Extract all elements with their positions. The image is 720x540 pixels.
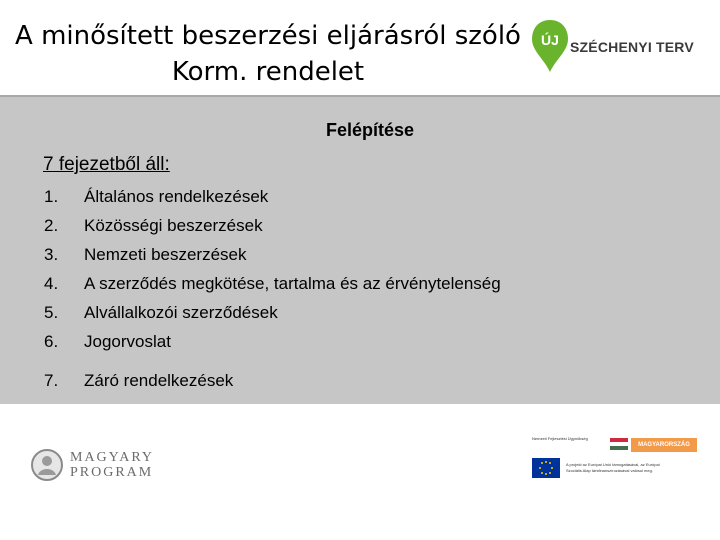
chapter-title: Általános rendelkezések xyxy=(84,187,269,206)
eu-flag-icon xyxy=(532,458,560,478)
slide-title-line2: Korm. rendelet xyxy=(171,57,365,87)
magyary-program-logo xyxy=(30,446,160,486)
chapter-number: 4. xyxy=(44,274,59,293)
eu-funding-logos xyxy=(532,432,702,480)
content-panel xyxy=(0,95,720,404)
slide-title xyxy=(8,18,528,90)
chapter-number: 3. xyxy=(44,245,59,264)
chapters-intro: 7 fejezetből áll: xyxy=(43,154,170,175)
chapter-number: 1. xyxy=(44,187,59,206)
magyarorszag-megujul-banner: MAGYARORSZÁG MEGÚJUL xyxy=(631,438,697,452)
chapter-title: Nemzeti beszerzések xyxy=(84,245,247,264)
chapter-title: Közösségi beszerzések xyxy=(84,216,263,235)
section-subtitle: Felépítése xyxy=(326,120,415,140)
chapter-number: 7. xyxy=(44,371,59,390)
brand-name: SZÉCHENYI TERV xyxy=(570,39,694,55)
location-pin-icon xyxy=(530,18,570,74)
eu-text-line2: Szociális Alap társfinanszírozásával valósul meg. xyxy=(566,468,653,473)
portrait-medallion-icon xyxy=(30,448,64,482)
chapter-number: 2. xyxy=(44,216,59,235)
chapter-number: 5. xyxy=(44,303,59,322)
eu-text-line1: A projekt az Európai Unió támogatásával, az Európai xyxy=(566,462,660,467)
logo-mark-text: ÚJ xyxy=(541,32,559,48)
chapter-title: A szerződés megkötése, tartalma és az érvénytelenség xyxy=(84,274,501,293)
magyary-line1: MAGYARY xyxy=(70,450,155,465)
slide-title-line1: A minősített beszerzési eljárásról szóló xyxy=(15,21,521,51)
chapter-title: Jogorvoslat xyxy=(84,332,171,351)
chapter-title: Alvállalkozói szerződések xyxy=(84,303,278,322)
chapter-title: Záró rendelkezések xyxy=(84,371,234,390)
agency-text: Nemzeti Fejlesztési Ügynökség xyxy=(532,436,588,441)
chapter-number: 6. xyxy=(44,332,59,351)
hungarian-flag-icon xyxy=(610,438,628,450)
szechenyi-terv-logo xyxy=(530,18,718,78)
magyary-line2: PROGRAM xyxy=(70,465,154,480)
